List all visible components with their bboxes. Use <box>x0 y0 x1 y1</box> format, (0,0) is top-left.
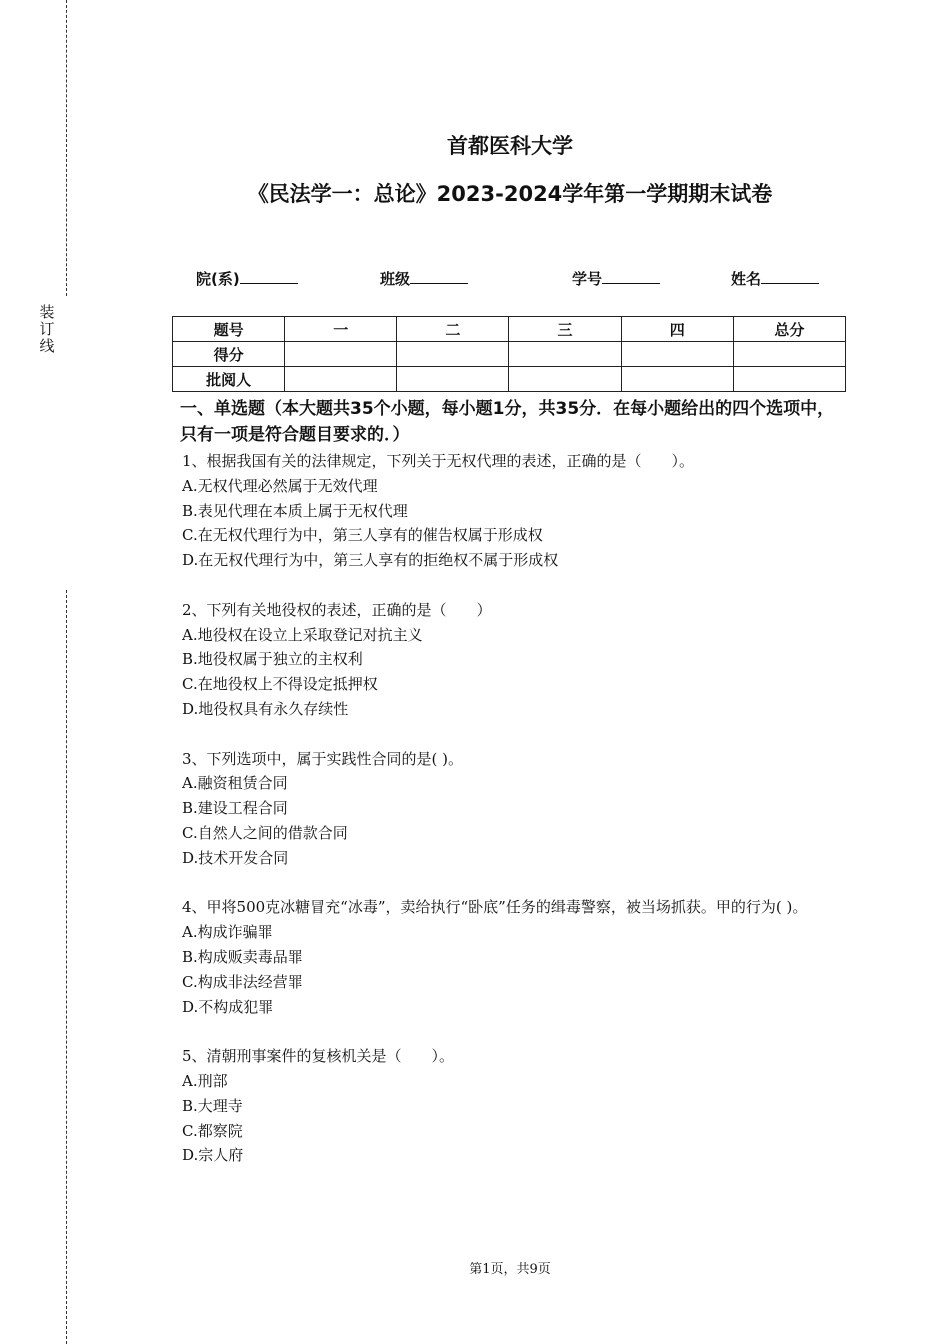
binding-label: 装订线 <box>39 303 55 355</box>
name-blank <box>761 269 819 284</box>
row-label-grader: 批阅人 <box>173 367 285 392</box>
score-row <box>173 342 846 367</box>
class-blank <box>410 269 468 284</box>
question-stem: 4、甲将500克冰糖冒充“冰毒”，卖给执行“卧底”任务的缉毒警察，被当场抓获。甲的行为( )。 <box>182 898 808 917</box>
column-4: 四 <box>621 317 733 342</box>
column-1: 一 <box>285 317 397 342</box>
option-a: A.地役权在设立上采取登记对抗主义 <box>182 625 423 644</box>
option-a: A.刑部 <box>182 1071 228 1090</box>
question-content <box>182 396 842 1193</box>
department-blank <box>240 269 298 284</box>
question-stem: 3、下列选项中，属于实践性合同的是( )。 <box>182 749 464 768</box>
question-5 <box>182 1044 842 1168</box>
score-cell <box>397 342 509 367</box>
question-3 <box>182 747 842 871</box>
option-b: B.表见代理在本质上属于无权代理 <box>182 501 408 520</box>
option-c: C.在无权代理行为中，第三人享有的催告权属于形成权 <box>182 526 543 545</box>
option-b: B.大理寺 <box>182 1096 243 1115</box>
option-d: D.在无权代理行为中，第三人享有的拒绝权不属于形成权 <box>182 551 559 570</box>
department-field: 院(系) <box>196 268 298 289</box>
page-number: 第1页，共9页 <box>469 1262 551 1277</box>
score-cell <box>285 342 397 367</box>
option-c: C.自然人之间的借款合同 <box>182 823 348 842</box>
score-cell <box>621 342 733 367</box>
option-c: C.都察院 <box>182 1121 243 1140</box>
section-heading: 一、单选题（本大题共35个小题，每小题1分，共35分．在每小题给出的四个选项中，只有一项是符合题目要求的．） <box>180 399 835 445</box>
option-d: D.技术开发合同 <box>182 848 289 867</box>
score-cell <box>733 342 845 367</box>
option-d: D.宗人府 <box>182 1146 244 1165</box>
option-c: C.在地役权上不得设定抵押权 <box>182 675 378 694</box>
column-2: 二 <box>397 317 509 342</box>
option-a: A.无权代理必然属于无效代理 <box>182 476 378 495</box>
grader-cell <box>285 367 397 392</box>
option-b: B.构成贩卖毒品罪 <box>182 947 303 966</box>
score-table <box>172 316 846 392</box>
exam-title: 《民法学一：总论》2023-2024学年第一学期期末试卷 <box>247 182 773 206</box>
question-4 <box>182 895 842 1019</box>
student-id-blank <box>602 269 660 284</box>
class-field: 班级 <box>380 268 468 289</box>
score-cell <box>509 342 621 367</box>
grader-row <box>173 367 846 392</box>
score-table-header-row <box>173 317 846 342</box>
option-b: B.地役权属于独立的主权利 <box>182 650 363 669</box>
grader-cell <box>621 367 733 392</box>
name-field: 姓名 <box>731 268 819 289</box>
question-stem: 2、下列有关地役权的表述，正确的是（ ） <box>182 600 492 619</box>
question-stem: 1、根据我国有关的法律规定，下列关于无权代理的表述，正确的是（ ）。 <box>182 452 695 470</box>
option-d: D.不构成犯罪 <box>182 997 274 1016</box>
grader-cell <box>509 367 621 392</box>
row-label-question-no: 题号 <box>173 317 285 342</box>
student-id-field: 学号 <box>572 268 660 289</box>
row-label-score: 得分 <box>173 342 285 367</box>
binding-line-bottom <box>66 590 67 1344</box>
option-a: A.构成诈骗罪 <box>182 923 273 942</box>
school-title: 首都医科大学 <box>447 134 573 158</box>
grader-cell <box>397 367 509 392</box>
column-3: 三 <box>509 317 621 342</box>
option-b: B.建设工程合同 <box>182 799 288 818</box>
grader-cell <box>733 367 845 392</box>
column-total: 总分 <box>733 317 845 342</box>
question-stem: 5、清朝刑事案件的复核机关是（ ）。 <box>182 1047 455 1066</box>
question-2 <box>182 598 842 722</box>
question-1 <box>182 449 842 573</box>
option-c: C.构成非法经营罪 <box>182 972 303 991</box>
option-a: A.融资租赁合同 <box>182 774 288 793</box>
option-d: D.地役权具有永久存续性 <box>182 699 349 718</box>
